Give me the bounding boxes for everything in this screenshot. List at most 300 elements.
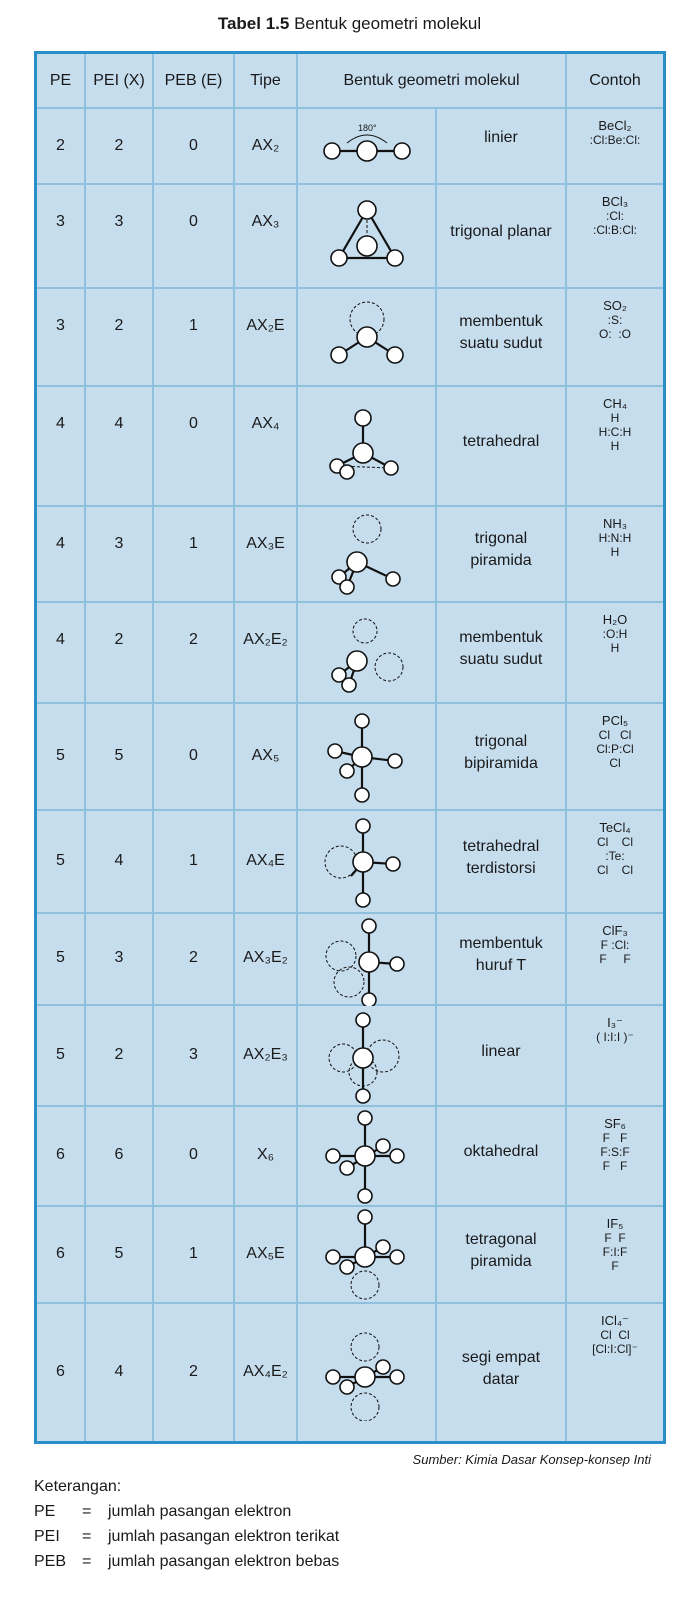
header-cell bbox=[86, 54, 152, 107]
molecule-diagram bbox=[317, 398, 417, 494]
shape-name bbox=[437, 811, 565, 880]
legend-desc: jumlah pasangan elektron bbox=[108, 1503, 292, 1520]
lewis-structure-line: H bbox=[610, 545, 620, 559]
header-cell bbox=[298, 54, 565, 107]
lone-pair-orbital bbox=[351, 1333, 379, 1361]
value-peb: 3 bbox=[189, 1046, 198, 1063]
atom bbox=[362, 993, 376, 1007]
bond-angle-label: 180° bbox=[358, 123, 377, 133]
example-cell bbox=[567, 603, 663, 702]
value-peb: 0 bbox=[189, 747, 198, 764]
atom bbox=[340, 465, 354, 479]
cell-peb bbox=[154, 289, 233, 385]
example-cell bbox=[567, 704, 663, 809]
atom bbox=[358, 1111, 372, 1125]
atom bbox=[358, 1189, 372, 1203]
value-pei: 2 bbox=[114, 317, 124, 334]
table-title-number: Tabel 1.5 bbox=[217, 14, 290, 33]
lewis-structure-line: [Cl:I:Cl]⁻ bbox=[592, 1342, 638, 1356]
lewis-structure-line: F:I:F bbox=[602, 1245, 628, 1259]
value-pei: 3 bbox=[114, 535, 124, 552]
atom bbox=[355, 1247, 375, 1267]
lone-pair-orbital bbox=[326, 941, 356, 971]
value-peb: 1 bbox=[189, 1245, 198, 1262]
example-formula: ICl₄⁻ bbox=[600, 1313, 630, 1328]
geometry-table bbox=[34, 51, 666, 1444]
legend-eq: = bbox=[82, 1503, 92, 1520]
cell-pe bbox=[37, 109, 84, 183]
header-cell bbox=[235, 54, 296, 107]
value-peb: 0 bbox=[189, 137, 198, 154]
cell-peb bbox=[154, 109, 233, 183]
cell-peb bbox=[154, 1006, 233, 1105]
cell-pe bbox=[37, 811, 84, 912]
shape-name bbox=[437, 1304, 565, 1391]
value-pe: 5 bbox=[56, 1046, 65, 1063]
lewis-structure-line: H bbox=[610, 641, 620, 655]
value-pe: 5 bbox=[56, 747, 65, 764]
molecule-diagram bbox=[317, 111, 417, 181]
atom bbox=[353, 443, 373, 463]
value-pei: 5 bbox=[114, 1245, 124, 1262]
example-cell bbox=[567, 1006, 663, 1105]
cell-pei bbox=[86, 1107, 152, 1205]
shape-name-line: membentuk bbox=[459, 629, 543, 646]
cell-peb bbox=[154, 704, 233, 809]
cell-tipe bbox=[235, 704, 296, 809]
cell-pei bbox=[86, 704, 152, 809]
cell-pe bbox=[37, 704, 84, 809]
shape-name-cell bbox=[437, 1207, 565, 1302]
shape-name-line: suatu sudut bbox=[459, 335, 543, 352]
molecule-diagram bbox=[317, 605, 417, 701]
shape-name-line: terdistorsi bbox=[466, 860, 536, 877]
header-label: Bentuk geometri molekul bbox=[343, 71, 520, 89]
atom bbox=[390, 1370, 404, 1384]
value-pei: 6 bbox=[114, 1146, 124, 1163]
molecule-diagram bbox=[317, 814, 417, 910]
cell-tipe bbox=[235, 1006, 296, 1105]
molecule-diagram bbox=[317, 507, 417, 603]
example-cell bbox=[567, 1304, 663, 1441]
cell-pe bbox=[37, 1006, 84, 1105]
lewis-structure-line: Cl Cl bbox=[600, 1328, 630, 1342]
cell-tipe bbox=[235, 914, 296, 1004]
example-cell bbox=[567, 811, 663, 912]
legend bbox=[34, 1474, 339, 1574]
atom bbox=[376, 1240, 390, 1254]
value-pe: 2 bbox=[56, 137, 65, 154]
value-peb: 2 bbox=[189, 949, 198, 966]
lewis-structure-line: H:C:H bbox=[598, 425, 632, 439]
example-formula: BCl₃ bbox=[601, 194, 629, 209]
shape-name bbox=[437, 507, 565, 572]
atom bbox=[386, 857, 400, 871]
lewis-structure-line: O: :O bbox=[598, 327, 631, 341]
molecule-diagram-cell bbox=[298, 1107, 435, 1205]
value-pe: 4 bbox=[56, 631, 65, 648]
molecule-diagram bbox=[317, 1325, 417, 1421]
atom bbox=[390, 1149, 404, 1163]
cell-pe bbox=[37, 1107, 84, 1205]
value-pei: 4 bbox=[114, 1363, 124, 1380]
atom bbox=[347, 651, 367, 671]
atom bbox=[347, 552, 367, 572]
example-formula: BeCl₂ bbox=[598, 118, 632, 133]
atom bbox=[357, 141, 377, 161]
value-pe: 3 bbox=[56, 317, 65, 334]
cell-pe bbox=[37, 387, 84, 505]
lewis-structure-line: F F bbox=[604, 1231, 626, 1245]
cell-peb bbox=[154, 1207, 233, 1302]
value-tipe: AX₄E bbox=[246, 852, 285, 869]
atom bbox=[353, 852, 373, 872]
atom bbox=[328, 744, 342, 758]
example-formula: PCl₅ bbox=[601, 713, 629, 728]
atom bbox=[326, 1250, 340, 1264]
cell-peb bbox=[154, 1304, 233, 1441]
cell-pe bbox=[37, 1304, 84, 1441]
lewis-structure-line: Cl:P:Cl bbox=[596, 742, 634, 756]
value-pei: 3 bbox=[114, 949, 124, 966]
shape-name bbox=[437, 704, 565, 775]
atom bbox=[353, 1048, 373, 1068]
value-pe: 6 bbox=[56, 1363, 65, 1380]
value-peb: 1 bbox=[189, 317, 198, 334]
molecule-diagram bbox=[317, 914, 417, 1010]
molecule-diagram-cell bbox=[298, 603, 435, 702]
cell-peb bbox=[154, 387, 233, 505]
value-pe: 6 bbox=[56, 1245, 65, 1262]
table-title-text: Bentuk geometri molekul bbox=[294, 14, 482, 33]
example-cell bbox=[567, 185, 663, 287]
legend-eq: = bbox=[82, 1528, 92, 1545]
legend-item bbox=[34, 1499, 339, 1524]
atom bbox=[355, 714, 369, 728]
value-pei: 2 bbox=[114, 137, 124, 154]
header-label: Contoh bbox=[589, 71, 641, 89]
lewis-structure-line: F F bbox=[599, 952, 631, 966]
shape-name-cell bbox=[437, 507, 565, 601]
value-pei: 2 bbox=[114, 631, 124, 648]
shape-name-line: trigonal bbox=[474, 530, 528, 547]
value-peb: 2 bbox=[189, 631, 198, 648]
shape-name-line: tetragonal bbox=[465, 1231, 537, 1248]
lewis-structure-line: Cl Cl bbox=[598, 728, 632, 742]
cell-tipe bbox=[235, 1304, 296, 1441]
header-cell bbox=[567, 54, 663, 107]
value-pe: 4 bbox=[56, 535, 65, 552]
shape-name-cell bbox=[437, 1107, 565, 1205]
atom bbox=[356, 1089, 370, 1103]
header-label: Tipe bbox=[250, 71, 281, 89]
value-pe: 6 bbox=[56, 1146, 65, 1163]
atom bbox=[390, 1250, 404, 1264]
lone-pair-orbital bbox=[351, 1271, 379, 1299]
molecule-diagram bbox=[317, 1108, 417, 1204]
example-cell bbox=[567, 507, 663, 601]
value-pei: 2 bbox=[114, 1046, 124, 1063]
example-cell bbox=[567, 914, 663, 1004]
lewis-structure-line: Cl bbox=[609, 756, 621, 770]
example-cell bbox=[567, 289, 663, 385]
shape-name-cell bbox=[437, 109, 565, 183]
cell-peb bbox=[154, 185, 233, 287]
shape-name-cell bbox=[437, 185, 565, 287]
shape-name-line: piramida bbox=[470, 552, 532, 569]
value-tipe: AX₅ bbox=[251, 747, 280, 764]
shape-name-line: piramida bbox=[470, 1253, 532, 1270]
cell-peb bbox=[154, 507, 233, 601]
source-note: Sumber: Kimia Dasar Konsep-konsep Inti bbox=[412, 1452, 651, 1467]
example-formula: TeCl₄ bbox=[599, 820, 631, 835]
value-tipe: AX₂E₂ bbox=[243, 631, 288, 648]
atom bbox=[394, 143, 410, 159]
atom bbox=[376, 1360, 390, 1374]
molecule-diagram-cell bbox=[298, 387, 435, 505]
atom bbox=[376, 1139, 390, 1153]
cell-tipe bbox=[235, 289, 296, 385]
lewis-structure-line: :S: bbox=[607, 313, 623, 327]
value-tipe: AX₂E₃ bbox=[243, 1046, 288, 1063]
shape-name-cell bbox=[437, 914, 565, 1004]
example-formula: IF₅ bbox=[606, 1216, 624, 1231]
molecule-diagram-cell bbox=[298, 914, 435, 1004]
lone-pair-orbital bbox=[353, 515, 381, 543]
value-pei: 5 bbox=[114, 747, 124, 764]
molecule-diagram-cell bbox=[298, 185, 435, 287]
header-cell bbox=[154, 54, 233, 107]
atom bbox=[355, 1367, 375, 1387]
atom bbox=[387, 347, 403, 363]
value-tipe: AX₅E bbox=[246, 1245, 285, 1262]
atom bbox=[358, 1210, 372, 1224]
cell-tipe bbox=[235, 109, 296, 183]
legend-item bbox=[34, 1524, 339, 1549]
legend-eq: = bbox=[82, 1553, 92, 1570]
cell-pe bbox=[37, 603, 84, 702]
example-cell bbox=[567, 1107, 663, 1205]
cell-pe bbox=[37, 914, 84, 1004]
header-label: PEI (X) bbox=[93, 71, 145, 89]
shape-name-line: membentuk bbox=[459, 313, 543, 330]
example-formula: CH₄ bbox=[602, 396, 628, 411]
value-pe: 4 bbox=[56, 415, 65, 432]
shape-name-cell bbox=[437, 704, 565, 809]
molecule-diagram-cell bbox=[298, 704, 435, 809]
value-tipe: AX₄ bbox=[251, 415, 280, 432]
shape-name bbox=[437, 109, 565, 149]
cell-pei bbox=[86, 1207, 152, 1302]
shape-name bbox=[437, 1207, 565, 1273]
example-formula: NH₃ bbox=[602, 516, 628, 531]
cell-peb bbox=[154, 914, 233, 1004]
example-formula: SO₂ bbox=[603, 298, 627, 313]
shape-name-line: suatu sudut bbox=[459, 651, 543, 668]
lewis-structure-line: H bbox=[610, 411, 620, 425]
shape-name bbox=[437, 603, 565, 671]
lewis-structure-line: F bbox=[611, 1259, 619, 1273]
atom bbox=[340, 1260, 354, 1274]
legend-key: PEI bbox=[34, 1528, 60, 1545]
atom bbox=[340, 1380, 354, 1394]
lone-pair-orbital bbox=[351, 1393, 379, 1421]
legend-key: PEB bbox=[34, 1553, 67, 1570]
shape-name-cell bbox=[437, 1006, 565, 1105]
molecule-diagram-cell bbox=[298, 1207, 435, 1302]
cell-tipe bbox=[235, 387, 296, 505]
lewis-structure-line: F F bbox=[602, 1159, 628, 1173]
shape-name-line: oktahedral bbox=[463, 1143, 539, 1160]
legend-desc: jumlah pasangan elektron terikat bbox=[108, 1528, 340, 1545]
example-cell bbox=[567, 387, 663, 505]
lewis-structure-line: F:S:F bbox=[600, 1145, 630, 1159]
lewis-structure-line: H:N:H bbox=[598, 531, 632, 545]
atom bbox=[357, 327, 377, 347]
value-tipe: AX₃E bbox=[246, 535, 285, 552]
atom bbox=[390, 957, 404, 971]
molecule-diagram-cell bbox=[298, 507, 435, 601]
value-peb: 2 bbox=[189, 1363, 198, 1380]
value-pei: 4 bbox=[114, 415, 124, 432]
cell-pei bbox=[86, 811, 152, 912]
atom bbox=[326, 1149, 340, 1163]
atom bbox=[384, 461, 398, 475]
lone-pair-orbital bbox=[334, 967, 364, 997]
shape-name bbox=[437, 914, 565, 977]
atom bbox=[352, 747, 372, 767]
cell-peb bbox=[154, 603, 233, 702]
value-peb: 0 bbox=[189, 415, 198, 432]
legend-heading: Keterangan: bbox=[34, 1478, 122, 1495]
value-pe: 3 bbox=[56, 213, 65, 230]
value-peb: 0 bbox=[189, 213, 198, 230]
atom bbox=[340, 580, 354, 594]
molecule-diagram bbox=[317, 709, 417, 805]
cell-pei bbox=[86, 603, 152, 702]
atom bbox=[324, 143, 340, 159]
molecule-diagram-cell bbox=[298, 289, 435, 385]
header-label: PEB (E) bbox=[164, 71, 223, 89]
molecule-diagram-cell bbox=[298, 1006, 435, 1105]
atom bbox=[387, 250, 403, 266]
header-cell bbox=[37, 54, 84, 107]
value-peb: 0 bbox=[189, 1146, 198, 1163]
cell-pe bbox=[37, 289, 84, 385]
shape-name-line: tetrahedral bbox=[462, 838, 540, 855]
shape-name bbox=[437, 185, 565, 243]
shape-name-line: trigonal bbox=[474, 733, 528, 750]
table-title bbox=[0, 14, 699, 34]
atom bbox=[356, 893, 370, 907]
lone-pair-orbital bbox=[375, 653, 403, 681]
lewis-structure-line: :Te: bbox=[605, 849, 625, 863]
legend-desc: jumlah pasangan elektron bebas bbox=[108, 1553, 340, 1570]
cell-pei bbox=[86, 289, 152, 385]
molecule-diagram-cell bbox=[298, 109, 435, 183]
cell-peb bbox=[154, 811, 233, 912]
example-cell bbox=[567, 109, 663, 183]
cell-tipe bbox=[235, 1107, 296, 1205]
lewis-structure-line: :Cl:B:Cl: bbox=[592, 223, 637, 237]
legend-item bbox=[34, 1549, 339, 1574]
molecule-diagram-cell bbox=[298, 811, 435, 912]
shape-name-line: membentuk bbox=[459, 935, 543, 952]
lewis-structure-line: :O:H bbox=[602, 627, 628, 641]
atom bbox=[388, 754, 402, 768]
value-tipe: X₆ bbox=[256, 1146, 275, 1163]
value-tipe: AX₃E₂ bbox=[243, 949, 288, 966]
atom bbox=[356, 1013, 370, 1027]
lewis-structure-line: Cl Cl bbox=[597, 863, 633, 877]
molecule-diagram bbox=[317, 1207, 417, 1303]
shape-name-cell bbox=[437, 387, 565, 505]
cell-pei bbox=[86, 1006, 152, 1105]
molecule-diagram-cell bbox=[298, 1304, 435, 1441]
lewis-structure-line: H bbox=[610, 439, 620, 453]
lewis-structure-line: Cl Cl bbox=[597, 835, 633, 849]
cell-tipe bbox=[235, 1207, 296, 1302]
shape-name-line: huruf T bbox=[475, 957, 527, 974]
value-pe: 5 bbox=[56, 949, 65, 966]
shape-name-line: linear bbox=[481, 1043, 521, 1060]
atom bbox=[355, 788, 369, 802]
atom bbox=[358, 201, 376, 219]
shape-name-line: datar bbox=[482, 1371, 520, 1388]
example-formula: I₃⁻ bbox=[607, 1015, 623, 1030]
shape-name-line: bipiramida bbox=[464, 755, 538, 772]
example-formula: H₂O bbox=[602, 612, 628, 627]
lewis-structure-line: F :Cl: bbox=[600, 938, 630, 952]
header-label: PE bbox=[49, 71, 72, 89]
lewis-structure-line: :Cl:Be:Cl: bbox=[589, 133, 641, 147]
shape-name bbox=[437, 1107, 565, 1163]
shape-name-line: linier bbox=[484, 129, 518, 146]
cell-pei bbox=[86, 109, 152, 183]
atom bbox=[355, 1146, 375, 1166]
example-formula: ClF₃ bbox=[602, 923, 628, 938]
cell-pei bbox=[86, 914, 152, 1004]
lone-pair-orbital bbox=[353, 619, 377, 643]
atom bbox=[386, 572, 400, 586]
legend-key: PE bbox=[34, 1503, 56, 1520]
molecule-diagram bbox=[317, 188, 417, 284]
atom bbox=[362, 919, 376, 933]
value-tipe: AX₂E bbox=[246, 317, 285, 334]
shape-name-cell bbox=[437, 811, 565, 912]
shape-name-line: trigonal planar bbox=[450, 223, 552, 240]
atom bbox=[326, 1370, 340, 1384]
shape-name-line: segi empat bbox=[461, 1349, 541, 1366]
value-peb: 1 bbox=[189, 852, 198, 869]
atom bbox=[355, 410, 371, 426]
cell-pe bbox=[37, 185, 84, 287]
cell-pei bbox=[86, 507, 152, 601]
shape-name-cell bbox=[437, 1304, 565, 1441]
shape-name-cell bbox=[437, 289, 565, 385]
cell-tipe bbox=[235, 185, 296, 287]
atom bbox=[356, 819, 370, 833]
example-formula: SF₆ bbox=[604, 1116, 626, 1131]
cell-peb bbox=[154, 1107, 233, 1205]
atom bbox=[340, 764, 354, 778]
cell-pei bbox=[86, 1304, 152, 1441]
cell-pei bbox=[86, 185, 152, 287]
cell-pei bbox=[86, 387, 152, 505]
value-pei: 3 bbox=[114, 213, 124, 230]
example-cell bbox=[567, 1207, 663, 1302]
cell-tipe bbox=[235, 507, 296, 601]
